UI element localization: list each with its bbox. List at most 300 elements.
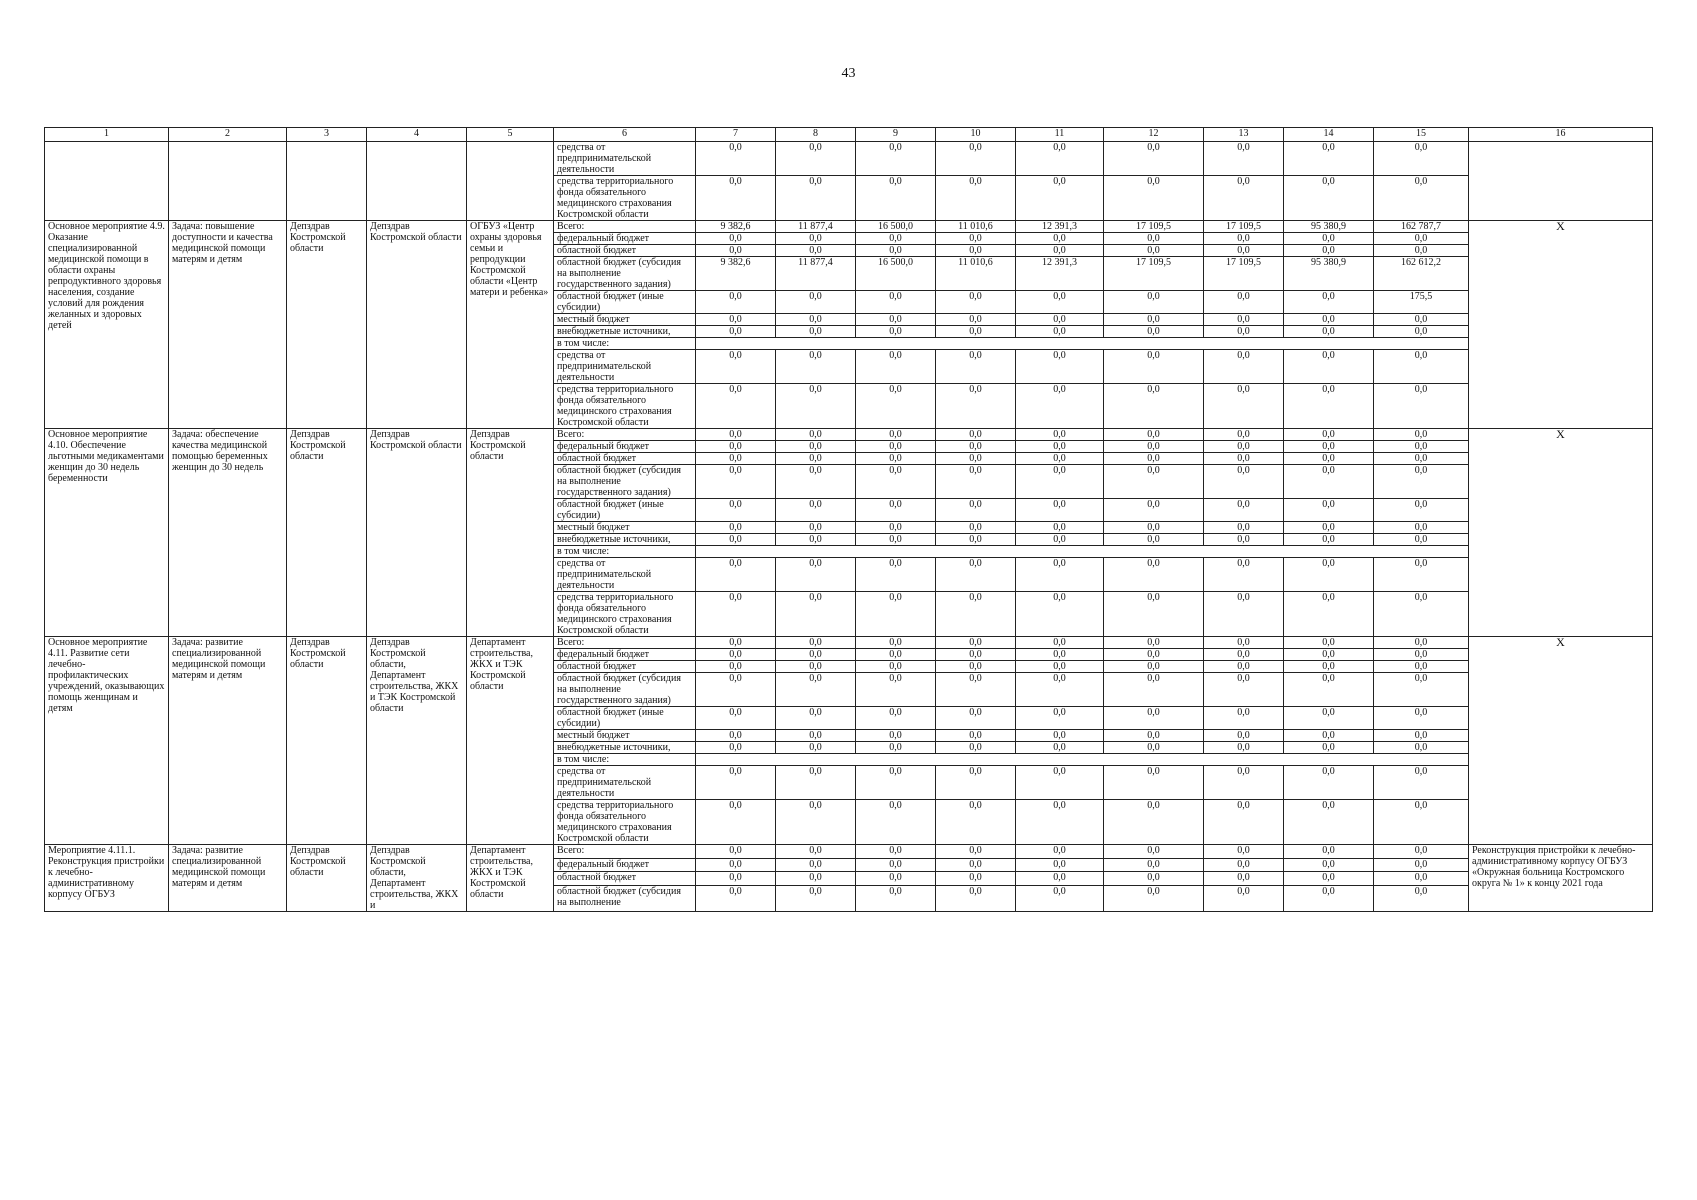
value-cell-col-8: 0,0 xyxy=(776,522,856,534)
value-cell-col-7: 0,0 xyxy=(696,649,776,661)
value-cell-col-10: 0,0 xyxy=(936,858,1016,872)
responsible-executor: Депздрав Костромской области xyxy=(287,637,367,845)
value-cell-col-10: 0,0 xyxy=(936,314,1016,326)
responsible-executor: Депздрав Костромской области xyxy=(287,221,367,429)
column-number-7: 7 xyxy=(696,128,776,142)
value-cell-col-8: 0,0 xyxy=(776,453,856,465)
value-cell-col-11: 12 391,3 xyxy=(1016,257,1104,291)
value-cell-col-7: 0,0 xyxy=(696,872,776,886)
empty-values-cell xyxy=(696,338,1469,350)
value-cell-col-14: 0,0 xyxy=(1284,465,1374,499)
column-number-8: 8 xyxy=(776,128,856,142)
value-cell-col-14: 0,0 xyxy=(1284,742,1374,754)
value-cell-col-13: 0,0 xyxy=(1204,637,1284,649)
column-number-2: 2 xyxy=(169,128,287,142)
funding-source-label: средства территориального фонда обязательного медицинского страхования Костромской области xyxy=(554,592,696,637)
value-cell-col-14: 0,0 xyxy=(1284,730,1374,742)
value-cell-col-10: 0,0 xyxy=(936,673,1016,707)
activity-name: Основное мероприятие 4.10. Обеспечение льготными медикаментами женщин до 30 недель беременности xyxy=(45,429,169,637)
value-cell-col-8: 0,0 xyxy=(776,649,856,661)
value-cell-col-11: 0,0 xyxy=(1016,142,1104,176)
value-cell-col-10: 0,0 xyxy=(936,558,1016,592)
funding-source-label: средства территориального фонда обязательного медицинского страхования Костромской области xyxy=(554,176,696,221)
value-cell-col-11: 0,0 xyxy=(1016,314,1104,326)
value-cell-col-11: 0,0 xyxy=(1016,350,1104,384)
value-cell-col-12: 0,0 xyxy=(1104,314,1204,326)
value-cell-col-10: 0,0 xyxy=(936,707,1016,730)
value-cell-col-11: 0,0 xyxy=(1016,326,1104,338)
co-executor: Депздрав Костромской области xyxy=(367,221,467,429)
value-cell-col-11: 0,0 xyxy=(1016,592,1104,637)
funding-source-label: средства от предпринимательской деятельности xyxy=(554,350,696,384)
value-cell-col-8: 0,0 xyxy=(776,233,856,245)
value-cell-col-15: 0,0 xyxy=(1374,233,1469,245)
value-cell-col-12: 0,0 xyxy=(1104,176,1204,221)
value-cell-col-12: 0,0 xyxy=(1104,858,1204,872)
value-cell-col-8: 0,0 xyxy=(776,800,856,845)
value-cell-col-9: 0,0 xyxy=(856,649,936,661)
value-cell-col-13: 0,0 xyxy=(1204,592,1284,637)
value-cell-col-11: 0,0 xyxy=(1016,522,1104,534)
value-cell-col-10: 0,0 xyxy=(936,649,1016,661)
value-cell-col-14: 0,0 xyxy=(1284,499,1374,522)
value-cell-col-14: 95 380,9 xyxy=(1284,257,1374,291)
value-cell-col-12: 0,0 xyxy=(1104,233,1204,245)
value-cell-col-12: 0,0 xyxy=(1104,558,1204,592)
value-cell-col-11: 0,0 xyxy=(1016,291,1104,314)
value-cell-col-11: 0,0 xyxy=(1016,673,1104,707)
column-number-16: 16 xyxy=(1469,128,1653,142)
value-cell-col-11: 0,0 xyxy=(1016,499,1104,522)
value-cell-col-12: 0,0 xyxy=(1104,592,1204,637)
value-cell-col-9: 0,0 xyxy=(856,453,936,465)
value-cell-col-14: 0,0 xyxy=(1284,673,1374,707)
continuation-cell-col-2 xyxy=(169,142,287,221)
continuation-cell-col-16 xyxy=(1469,142,1653,221)
value-cell-col-11: 0,0 xyxy=(1016,384,1104,429)
table-row xyxy=(45,142,1653,176)
value-cell-col-7: 0,0 xyxy=(696,176,776,221)
value-cell-col-14: 0,0 xyxy=(1284,592,1374,637)
value-cell-col-14: 0,0 xyxy=(1284,245,1374,257)
value-cell-col-14: 0,0 xyxy=(1284,350,1374,384)
value-cell-col-9: 0,0 xyxy=(856,384,936,429)
value-cell-col-13: 0,0 xyxy=(1204,845,1284,859)
value-cell-col-8: 0,0 xyxy=(776,742,856,754)
table-row xyxy=(45,845,1653,859)
value-cell-col-9: 0,0 xyxy=(856,534,936,546)
value-cell-col-12: 0,0 xyxy=(1104,766,1204,800)
value-cell-col-15: 0,0 xyxy=(1374,453,1469,465)
value-cell-col-15: 0,0 xyxy=(1374,350,1469,384)
activity-name: Основное мероприятие 4.11. Развитие сети лечебно-профилактических учреждений, оказывающих помощь женщинам и детям xyxy=(45,637,169,845)
value-cell-col-14: 0,0 xyxy=(1284,176,1374,221)
value-cell-col-11: 0,0 xyxy=(1016,558,1104,592)
value-cell-col-10: 0,0 xyxy=(936,661,1016,673)
value-cell-col-11: 0,0 xyxy=(1016,233,1104,245)
funding-source-label: Всего: xyxy=(554,637,696,649)
task-description: Задача: развитие специализированной медицинской помощи матерям и детям xyxy=(169,637,287,845)
value-cell-col-8: 0,0 xyxy=(776,245,856,257)
value-cell-col-13: 0,0 xyxy=(1204,730,1284,742)
activity-name: Основное мероприятие 4.9. Оказание специализированной медицинской помощи в области охраны репродуктивного здоровья населения, создание условий для рождения желанных и здоровых детей xyxy=(45,221,169,429)
value-cell-col-15: 0,0 xyxy=(1374,465,1469,499)
value-cell-col-15: 0,0 xyxy=(1374,800,1469,845)
value-cell-col-11: 0,0 xyxy=(1016,707,1104,730)
responsible-executor: Депздрав Костромской области xyxy=(287,845,367,912)
table-body xyxy=(45,142,1653,912)
value-cell-col-12: 0,0 xyxy=(1104,649,1204,661)
funding-source-label: федеральный бюджет xyxy=(554,441,696,453)
value-cell-col-7: 0,0 xyxy=(696,558,776,592)
table-row xyxy=(45,221,1653,233)
value-cell-col-12: 0,0 xyxy=(1104,637,1204,649)
funding-source-label: местный бюджет xyxy=(554,522,696,534)
value-cell-col-10: 0,0 xyxy=(936,142,1016,176)
value-cell-col-10: 0,0 xyxy=(936,534,1016,546)
value-cell-col-10: 0,0 xyxy=(936,441,1016,453)
value-cell-col-14: 0,0 xyxy=(1284,649,1374,661)
value-cell-col-13: 0,0 xyxy=(1204,661,1284,673)
value-cell-col-9: 0,0 xyxy=(856,845,936,859)
funding-source-label: федеральный бюджет xyxy=(554,858,696,872)
value-cell-col-10: 0,0 xyxy=(936,245,1016,257)
expected-result: Х xyxy=(1469,221,1653,429)
value-cell-col-8: 0,0 xyxy=(776,858,856,872)
value-cell-col-10: 0,0 xyxy=(936,800,1016,845)
value-cell-col-7: 0,0 xyxy=(696,314,776,326)
value-cell-col-7: 0,0 xyxy=(696,233,776,245)
value-cell-col-10: 0,0 xyxy=(936,885,1016,911)
value-cell-col-8: 0,0 xyxy=(776,730,856,742)
funding-source-label: в том числе: xyxy=(554,338,696,350)
value-cell-col-8: 0,0 xyxy=(776,661,856,673)
value-cell-col-12: 0,0 xyxy=(1104,326,1204,338)
value-cell-col-13: 0,0 xyxy=(1204,800,1284,845)
value-cell-col-8: 0,0 xyxy=(776,592,856,637)
value-cell-col-15: 0,0 xyxy=(1374,592,1469,637)
column-number-4: 4 xyxy=(367,128,467,142)
value-cell-col-9: 0,0 xyxy=(856,858,936,872)
expected-result: Х xyxy=(1469,429,1653,637)
value-cell-col-8: 0,0 xyxy=(776,441,856,453)
value-cell-col-8: 0,0 xyxy=(776,176,856,221)
value-cell-col-15: 175,5 xyxy=(1374,291,1469,314)
funding-source-label: средства территориального фонда обязательного медицинского страхования Костромской области xyxy=(554,384,696,429)
column-number-1: 1 xyxy=(45,128,169,142)
value-cell-col-8: 0,0 xyxy=(776,465,856,499)
value-cell-col-15: 0,0 xyxy=(1374,845,1469,859)
value-cell-col-13: 0,0 xyxy=(1204,534,1284,546)
value-cell-col-12: 0,0 xyxy=(1104,673,1204,707)
value-cell-col-12: 0,0 xyxy=(1104,534,1204,546)
value-cell-col-15: 0,0 xyxy=(1374,742,1469,754)
column-number-3: 3 xyxy=(287,128,367,142)
value-cell-col-10: 0,0 xyxy=(936,453,1016,465)
value-cell-col-9: 0,0 xyxy=(856,885,936,911)
value-cell-col-7: 0,0 xyxy=(696,384,776,429)
funding-source-label: федеральный бюджет xyxy=(554,649,696,661)
value-cell-col-14: 0,0 xyxy=(1284,872,1374,886)
value-cell-col-15: 0,0 xyxy=(1374,707,1469,730)
value-cell-col-12: 0,0 xyxy=(1104,522,1204,534)
value-cell-col-10: 0,0 xyxy=(936,766,1016,800)
value-cell-col-15: 0,0 xyxy=(1374,245,1469,257)
value-cell-col-11: 0,0 xyxy=(1016,858,1104,872)
value-cell-col-15: 0,0 xyxy=(1374,522,1469,534)
value-cell-col-9: 0,0 xyxy=(856,326,936,338)
value-cell-col-10: 0,0 xyxy=(936,592,1016,637)
funding-source-label: областной бюджет xyxy=(554,453,696,465)
value-cell-col-9: 0,0 xyxy=(856,730,936,742)
value-cell-col-14: 0,0 xyxy=(1284,142,1374,176)
value-cell-col-9: 16 500,0 xyxy=(856,221,936,233)
value-cell-col-12: 0,0 xyxy=(1104,142,1204,176)
value-cell-col-8: 0,0 xyxy=(776,558,856,592)
value-cell-col-15: 0,0 xyxy=(1374,142,1469,176)
value-cell-col-7: 0,0 xyxy=(696,142,776,176)
column-number-row xyxy=(45,128,1653,142)
value-cell-col-14: 0,0 xyxy=(1284,233,1374,245)
value-cell-col-11: 0,0 xyxy=(1016,465,1104,499)
value-cell-col-8: 0,0 xyxy=(776,637,856,649)
funding-source-label: внебюджетные источники, xyxy=(554,326,696,338)
value-cell-col-12: 0,0 xyxy=(1104,291,1204,314)
task-description: Задача: повышение доступности и качества медицинской помощи матерям и детям xyxy=(169,221,287,429)
value-cell-col-7: 0,0 xyxy=(696,661,776,673)
value-cell-col-10: 11 010,6 xyxy=(936,221,1016,233)
value-cell-col-10: 0,0 xyxy=(936,291,1016,314)
value-cell-col-8: 0,0 xyxy=(776,142,856,176)
value-cell-col-7: 9 382,6 xyxy=(696,221,776,233)
budget-table xyxy=(44,127,1653,912)
value-cell-col-9: 0,0 xyxy=(856,872,936,886)
value-cell-col-15: 0,0 xyxy=(1374,637,1469,649)
value-cell-col-10: 0,0 xyxy=(936,872,1016,886)
value-cell-col-11: 0,0 xyxy=(1016,649,1104,661)
value-cell-col-10: 0,0 xyxy=(936,742,1016,754)
expected-result: Х xyxy=(1469,637,1653,845)
value-cell-col-8: 11 877,4 xyxy=(776,257,856,291)
value-cell-col-15: 0,0 xyxy=(1374,766,1469,800)
funding-source-label: областной бюджет xyxy=(554,872,696,886)
value-cell-col-14: 0,0 xyxy=(1284,707,1374,730)
value-cell-col-7: 0,0 xyxy=(696,592,776,637)
value-cell-col-12: 0,0 xyxy=(1104,872,1204,886)
funding-source-label: областной бюджет xyxy=(554,245,696,257)
value-cell-col-7: 0,0 xyxy=(696,637,776,649)
value-cell-col-9: 0,0 xyxy=(856,673,936,707)
value-cell-col-9: 0,0 xyxy=(856,291,936,314)
value-cell-col-15: 162 612,2 xyxy=(1374,257,1469,291)
funding-source-label: областной бюджет (субсидия на выполнение xyxy=(554,885,696,911)
column-number-11: 11 xyxy=(1016,128,1104,142)
value-cell-col-9: 0,0 xyxy=(856,142,936,176)
value-cell-col-15: 0,0 xyxy=(1374,858,1469,872)
value-cell-col-11: 0,0 xyxy=(1016,534,1104,546)
column-number-12: 12 xyxy=(1104,128,1204,142)
empty-values-cell xyxy=(696,754,1469,766)
value-cell-col-14: 0,0 xyxy=(1284,558,1374,592)
value-cell-col-15: 0,0 xyxy=(1374,314,1469,326)
value-cell-col-7: 0,0 xyxy=(696,673,776,707)
value-cell-col-13: 17 109,5 xyxy=(1204,257,1284,291)
funding-source-label: областной бюджет (субсидия на выполнение государственного задания) xyxy=(554,673,696,707)
value-cell-col-9: 0,0 xyxy=(856,592,936,637)
value-cell-col-7: 0,0 xyxy=(696,800,776,845)
value-cell-col-7: 0,0 xyxy=(696,534,776,546)
value-cell-col-14: 0,0 xyxy=(1284,858,1374,872)
value-cell-col-7: 0,0 xyxy=(696,730,776,742)
funding-source-label: областной бюджет (иные субсидии) xyxy=(554,707,696,730)
value-cell-col-13: 0,0 xyxy=(1204,673,1284,707)
value-cell-col-10: 0,0 xyxy=(936,176,1016,221)
value-cell-col-11: 0,0 xyxy=(1016,800,1104,845)
funding-source-label: областной бюджет (субсидия на выполнение государственного задания) xyxy=(554,257,696,291)
column-number-6: 6 xyxy=(554,128,696,142)
value-cell-col-7: 0,0 xyxy=(696,326,776,338)
value-cell-col-13: 0,0 xyxy=(1204,522,1284,534)
value-cell-col-11: 0,0 xyxy=(1016,176,1104,221)
value-cell-col-13: 0,0 xyxy=(1204,872,1284,886)
value-cell-col-11: 0,0 xyxy=(1016,637,1104,649)
value-cell-col-10: 11 010,6 xyxy=(936,257,1016,291)
value-cell-col-14: 0,0 xyxy=(1284,534,1374,546)
value-cell-col-11: 0,0 xyxy=(1016,441,1104,453)
value-cell-col-15: 0,0 xyxy=(1374,534,1469,546)
value-cell-col-10: 0,0 xyxy=(936,384,1016,429)
participant: ОГБУЗ «Центр охраны здоровья семьи и репродукции Костромской области «Центр матери и ребенка» xyxy=(467,221,554,429)
value-cell-col-12: 0,0 xyxy=(1104,742,1204,754)
value-cell-col-10: 0,0 xyxy=(936,499,1016,522)
value-cell-col-11: 0,0 xyxy=(1016,429,1104,441)
value-cell-col-14: 0,0 xyxy=(1284,326,1374,338)
value-cell-col-9: 0,0 xyxy=(856,800,936,845)
value-cell-col-7: 0,0 xyxy=(696,707,776,730)
column-number-13: 13 xyxy=(1204,128,1284,142)
continuation-cell-col-1 xyxy=(45,142,169,221)
value-cell-col-8: 0,0 xyxy=(776,707,856,730)
value-cell-col-15: 0,0 xyxy=(1374,384,1469,429)
value-cell-col-8: 0,0 xyxy=(776,534,856,546)
funding-source-label: средства от предпринимательской деятельности xyxy=(554,142,696,176)
co-executor: Депздрав Костромской области, Департамент строительства, ЖКХ и ТЭК Костромской области xyxy=(367,637,467,845)
table-row xyxy=(45,637,1653,649)
value-cell-col-9: 0,0 xyxy=(856,350,936,384)
value-cell-col-15: 0,0 xyxy=(1374,649,1469,661)
responsible-executor: Депздрав Костромской области xyxy=(287,429,367,637)
value-cell-col-9: 0,0 xyxy=(856,429,936,441)
value-cell-col-13: 0,0 xyxy=(1204,429,1284,441)
value-cell-col-9: 0,0 xyxy=(856,522,936,534)
value-cell-col-13: 0,0 xyxy=(1204,558,1284,592)
value-cell-col-15: 0,0 xyxy=(1374,673,1469,707)
value-cell-col-15: 0,0 xyxy=(1374,499,1469,522)
value-cell-col-7: 0,0 xyxy=(696,766,776,800)
value-cell-col-11: 12 391,3 xyxy=(1016,221,1104,233)
value-cell-col-13: 0,0 xyxy=(1204,291,1284,314)
funding-source-label: средства территориального фонда обязательного медицинского страхования Костромской области xyxy=(554,800,696,845)
value-cell-col-13: 0,0 xyxy=(1204,499,1284,522)
funding-source-label: средства от предпринимательской деятельности xyxy=(554,558,696,592)
value-cell-col-14: 0,0 xyxy=(1284,291,1374,314)
funding-source-label: федеральный бюджет xyxy=(554,233,696,245)
value-cell-col-15: 0,0 xyxy=(1374,872,1469,886)
value-cell-col-15: 0,0 xyxy=(1374,441,1469,453)
empty-values-cell xyxy=(696,546,1469,558)
column-number-9: 9 xyxy=(856,128,936,142)
continuation-cell-col-4 xyxy=(367,142,467,221)
value-cell-col-15: 0,0 xyxy=(1374,429,1469,441)
value-cell-col-13: 0,0 xyxy=(1204,176,1284,221)
value-cell-col-10: 0,0 xyxy=(936,522,1016,534)
value-cell-col-15: 0,0 xyxy=(1374,176,1469,221)
value-cell-col-12: 0,0 xyxy=(1104,845,1204,859)
column-number-10: 10 xyxy=(936,128,1016,142)
value-cell-col-8: 0,0 xyxy=(776,673,856,707)
funding-source-label: Всего: xyxy=(554,429,696,441)
value-cell-col-13: 0,0 xyxy=(1204,453,1284,465)
value-cell-col-13: 0,0 xyxy=(1204,766,1284,800)
value-cell-col-15: 0,0 xyxy=(1374,326,1469,338)
value-cell-col-11: 0,0 xyxy=(1016,453,1104,465)
value-cell-col-8: 0,0 xyxy=(776,845,856,859)
value-cell-col-7: 0,0 xyxy=(696,429,776,441)
value-cell-col-10: 0,0 xyxy=(936,730,1016,742)
funding-source-label: Всего: xyxy=(554,845,696,859)
value-cell-col-11: 0,0 xyxy=(1016,245,1104,257)
value-cell-col-13: 0,0 xyxy=(1204,245,1284,257)
funding-source-label: внебюджетные источники, xyxy=(554,534,696,546)
value-cell-col-12: 0,0 xyxy=(1104,429,1204,441)
value-cell-col-13: 0,0 xyxy=(1204,233,1284,245)
value-cell-col-10: 0,0 xyxy=(936,233,1016,245)
value-cell-col-7: 0,0 xyxy=(696,858,776,872)
value-cell-col-14: 0,0 xyxy=(1284,845,1374,859)
funding-source-label: внебюджетные источники, xyxy=(554,742,696,754)
task-description: Задача: обеспечение качества медицинской помощью беременных женщин до 30 недель xyxy=(169,429,287,637)
co-executor: Депздрав Костромской области xyxy=(367,429,467,637)
value-cell-col-10: 0,0 xyxy=(936,845,1016,859)
value-cell-col-8: 0,0 xyxy=(776,326,856,338)
funding-source-label: Всего: xyxy=(554,221,696,233)
participant: Департамент строительства, ЖКХ и ТЭК Костромской области xyxy=(467,845,554,912)
value-cell-col-9: 0,0 xyxy=(856,707,936,730)
value-cell-col-12: 17 109,5 xyxy=(1104,221,1204,233)
value-cell-col-15: 162 787,7 xyxy=(1374,221,1469,233)
column-number-14: 14 xyxy=(1284,128,1374,142)
value-cell-col-10: 0,0 xyxy=(936,429,1016,441)
expected-result: Реконструкция пристройки к лечебно-административному корпусу ОГБУЗ «Окружная больница Костромского округа № 1» к концу 2021 года xyxy=(1469,845,1653,912)
value-cell-col-14: 0,0 xyxy=(1284,453,1374,465)
value-cell-col-14: 0,0 xyxy=(1284,800,1374,845)
value-cell-col-14: 0,0 xyxy=(1284,384,1374,429)
participant: Департамент строительства, ЖКХ и ТЭК Костромской области xyxy=(467,637,554,845)
value-cell-col-8: 0,0 xyxy=(776,766,856,800)
value-cell-col-10: 0,0 xyxy=(936,465,1016,499)
value-cell-col-12: 0,0 xyxy=(1104,350,1204,384)
value-cell-col-9: 16 500,0 xyxy=(856,257,936,291)
value-cell-col-11: 0,0 xyxy=(1016,742,1104,754)
value-cell-col-11: 0,0 xyxy=(1016,766,1104,800)
value-cell-col-9: 0,0 xyxy=(856,766,936,800)
value-cell-col-9: 0,0 xyxy=(856,661,936,673)
value-cell-col-7: 0,0 xyxy=(696,522,776,534)
value-cell-col-11: 0,0 xyxy=(1016,730,1104,742)
value-cell-col-14: 0,0 xyxy=(1284,314,1374,326)
value-cell-col-8: 0,0 xyxy=(776,885,856,911)
value-cell-col-7: 0,0 xyxy=(696,453,776,465)
